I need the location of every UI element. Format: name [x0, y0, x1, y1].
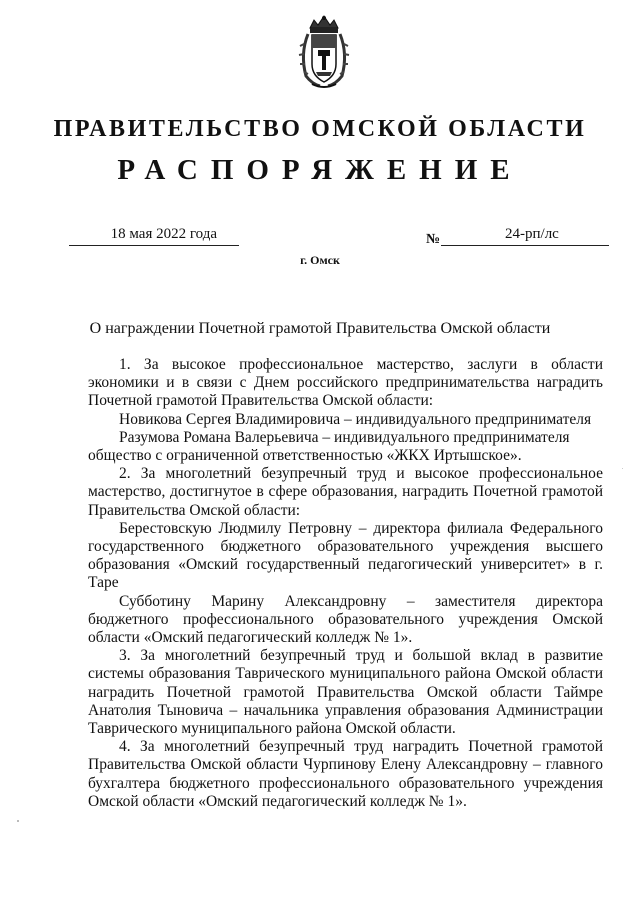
omsk-coat-of-arms-icon — [298, 14, 350, 90]
number-label: № — [426, 232, 441, 247]
scan-speck — [17, 820, 19, 822]
number-field — [441, 226, 609, 246]
paragraph: 4. За многолетний безупречный труд наградить Почетной грамотой Правительства Омской области Чурпинову Елену Александровну – главного бухгалтера бюджетного профессионального образовательного учреждения Омской области «Омский педагогический колледж № 1». — [88, 738, 603, 810]
document-body — [88, 356, 603, 811]
paragraph: Новикова Сергея Владимировича – индивидуального предпринимателя — [119, 410, 592, 428]
paragraph: 2. За многолетний безупречный труд и высокое профессиональное мастерство, достигнутое в сфере образования, наградить Почетной грамотой Правительства Омской области: — [88, 465, 603, 519]
paragraph: 1. За высокое профессиональное мастерство, заслуги в области экономики и в связи с Днем российского предпринимательства наградить Почетной грамотой Правительства Омской области: — [88, 356, 603, 410]
paragraph: 3. За многолетний безупречный труд и большой вклад в развитие системы образования Таврического муниципального района Омской области наградить Почетной грамотой Правительства Омской области Таймре Анатолия Тыновича – начальника управления образования Администрации Таврического муниципального района Омской области. — [88, 647, 603, 738]
document-subject: О награждении Почетной грамотой Правительства Омской области — [89, 320, 551, 337]
date-value: 18 мая 2022 года — [110, 226, 217, 242]
paragraph: Берестовскую Людмилу Петровну – директора филиала Федерального государственного бюджетного образовательного учреждения высшего образования «Омский государственный педагогический университет» в г. Таре — [88, 519, 603, 592]
document-type-title: РАСПОРЯЖЕНИЕ — [117, 154, 523, 186]
paragraph: Разумова Романа Валерьевича – индивидуального предпринимателя общество с ограниченной ответственностью «ЖКХ Иртышское». — [88, 428, 570, 465]
number-value: 24-рп/лс — [505, 226, 559, 242]
city-label: г. Омск — [300, 253, 340, 267]
organization-title: ПРАВИТЕЛЬСТВО ОМСКОЙ ОБЛАСТИ — [53, 116, 587, 142]
paragraph: Субботину Марину Александровну – заместителя директора бюджетного профессионального образовательного учреждения Омской области «Омский педагогический колледж № 1». — [88, 592, 603, 647]
date-field — [69, 226, 239, 246]
scan-speck — [622, 468, 623, 469]
